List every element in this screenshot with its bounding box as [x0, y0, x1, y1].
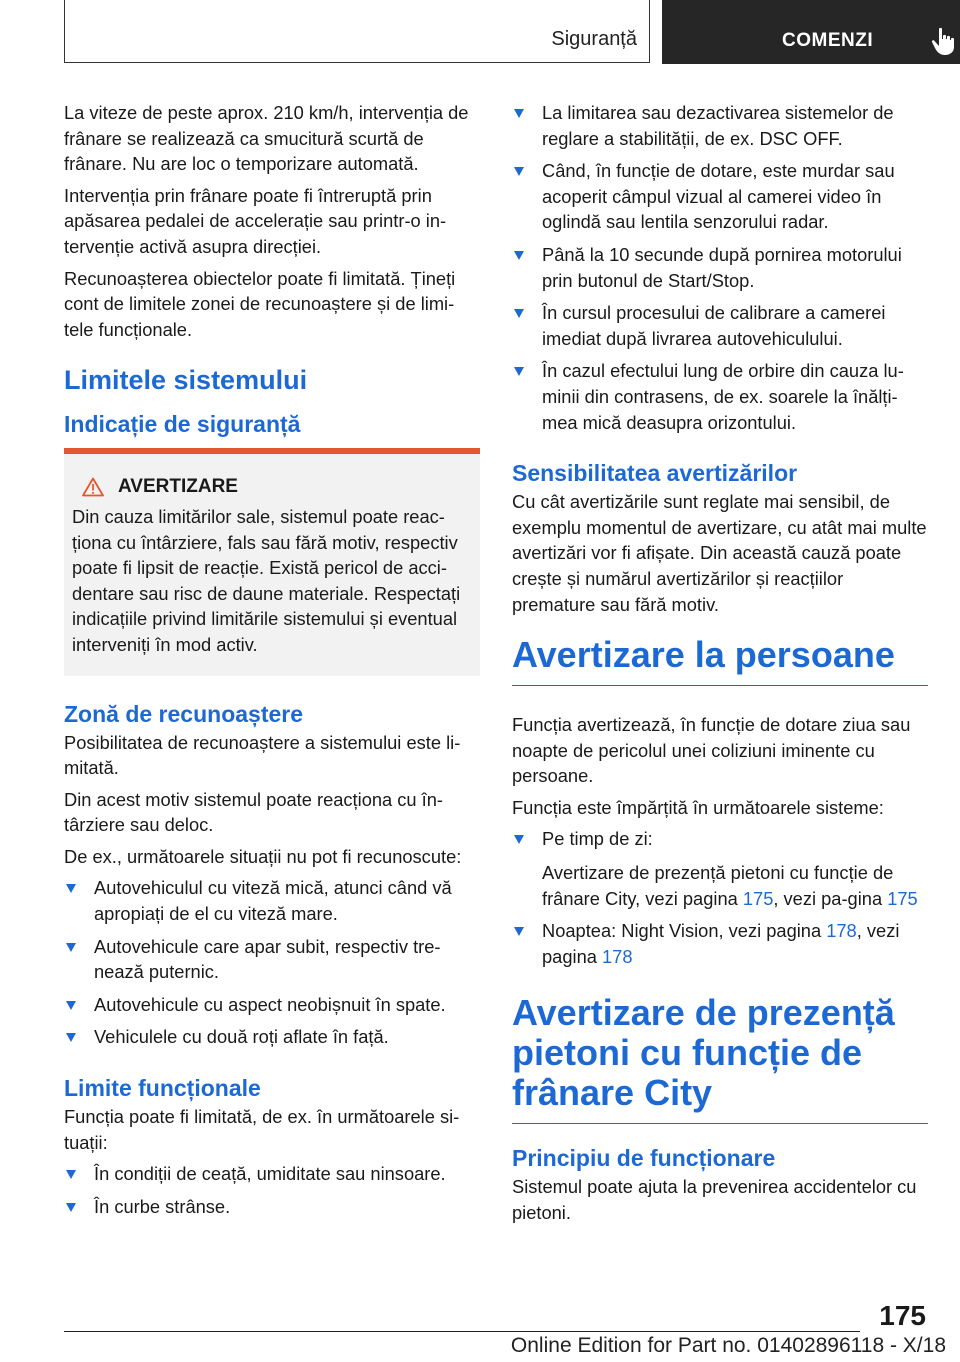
list-item: Când, în funcție de dotare, este murdar sau acoperit câmpul vizual al camerei video în oglindă sau lentila senzorului radar. — [512, 158, 928, 235]
heading-warning-sensitivity: Sensibilitatea avertizărilor — [512, 460, 798, 487]
paragraph: Recunoașterea obiectelor poate fi limitată. Țineți cont de limitele zonei de recunoaștere și de limi‐tele funcționale. — [64, 267, 456, 340]
page-number: 175 — [879, 1300, 926, 1331]
triangle-bullet-icon — [514, 251, 524, 260]
triangle-bullet-icon — [66, 1203, 76, 1212]
section-tab[interactable] — [64, 0, 650, 63]
triangle-bullet-icon — [66, 1033, 76, 1042]
triangle-bullet-icon — [514, 109, 524, 118]
paragraph: Funcția poate fi limitată, de ex. în următoarele si‐tuații: — [64, 1106, 460, 1153]
edition-note: Online Edition for Part no. 01402896118 - X/18 — [510, 1334, 946, 1357]
page-link[interactable]: 175 — [887, 887, 918, 909]
warning-text: Din cauza limitărilor sale, sistemul poate reac‐ționa cu întârziere, fals sau fără motiv, respectiv poate fi lipsit de reacție. Există pericol de acci‐dentare sau risc de daune materiale. Respectați indicațiile privind limitările sistemului și eventual interveniți în mod activ. — [72, 505, 461, 655]
heading-person-warning: Avertizare la persoane — [512, 635, 928, 686]
triangle-bullet-icon — [514, 309, 524, 318]
warning-box — [64, 448, 480, 675]
triangle-bullet-icon — [514, 835, 524, 844]
list-item: Pe timp de zi: Avertizare de prezență pietoni cu funcție de frânare City, vezi pagina 175, vezi pa‐gina 175 — [512, 826, 928, 911]
list-item: Autovehicule cu aspect neobișnuit în spate. — [64, 992, 480, 1018]
list-item: În cursul procesului de calibrare a camerei imediat după livrarea autovehiculului. — [512, 300, 928, 351]
triangle-bullet-icon — [514, 927, 524, 936]
triangle-bullet-icon — [66, 943, 76, 952]
systems-list — [512, 826, 928, 969]
page-header — [64, 0, 960, 66]
list-item-detail: Avertizare de prezență pietoni cu funcție de frânare City, vezi pagina 175, vezi pa‐gina 175 — [542, 862, 918, 909]
tab-comenzi[interactable] — [662, 0, 960, 64]
list-item: Vehiculele cu două roți aflate în față. — [64, 1024, 480, 1050]
left-column — [64, 100, 480, 1226]
list-item: La limitarea sau dezactivarea sistemelor de reglare a stabilității, de ex. DSC OFF. — [512, 100, 928, 151]
list-item: În curbe strânse. — [64, 1194, 480, 1220]
heading-functional-limits: Limite funcționale — [64, 1075, 261, 1102]
triangle-bullet-icon — [66, 1001, 76, 1010]
paragraph: De ex., următoarele situații nu pot fi recunoscute: — [64, 845, 462, 867]
recognition-list — [64, 875, 480, 1050]
page-link[interactable]: 175 — [742, 887, 774, 909]
paragraph: Funcția este împărțită în următoarele sisteme: — [512, 796, 884, 818]
paragraph: Sistemul poate ajuta la prevenirea accidentelor cu pietoni. — [512, 1176, 917, 1224]
footer-divider — [64, 1331, 860, 1332]
heading-city-braking: Avertizare de prezență pietoni cu funcție de frânare City — [512, 993, 928, 1124]
page-link[interactable]: 178 — [601, 945, 633, 967]
heading-limits: Limitele sistemului — [64, 365, 308, 396]
triangle-bullet-icon — [514, 167, 524, 176]
paragraph: Intervenția prin frânare poate fi întreruptă prin apăsarea pedalei de accelerație sau printr-o in‐tervenție activă asupra direcției. — [64, 184, 447, 257]
paragraph: Funcția avertizează, în funcție de dotare ziua sau noapte de pericolul unei coliziuni iminente cu persoane. — [512, 714, 911, 787]
warning-triangle-icon — [82, 477, 104, 497]
right-column — [512, 100, 928, 1232]
warning-title-text: AVERTIZARE — [118, 476, 238, 498]
tab-comenzi-label: COMENZI — [782, 30, 874, 51]
list-item: Până la 10 secunde după pornirea motorului prin butonul de Start/Stop. — [512, 242, 928, 293]
paragraph: La viteze de peste aprox. 210 km/h, intervenția de frânare se realizează ca smucitură scurtă de frânare. Nu are loc o temporizare automată. — [64, 102, 469, 175]
pointing-hand-icon — [930, 26, 956, 56]
functional-limits-list — [64, 1161, 480, 1219]
warning-title — [72, 474, 470, 500]
list-item: În condiții de ceață, umiditate sau ninsoare. — [64, 1161, 480, 1187]
list-item: Noaptea: Night Vision, vezi pagina 178, vezi pagina 178 — [512, 918, 928, 969]
page-link[interactable]: 178 — [826, 920, 857, 942]
heading-principle: Principiu de funcționare — [512, 1145, 776, 1172]
section-tab-label: Siguranță — [551, 28, 637, 50]
paragraph: Cu cât avertizările sunt reglate mai sensibil, de exemplu momentul de avertizare, cu atât mai multe avertizări vor fi afișate. Din această cauză poate crește și numărul avertizărilor și reacțiilor premature sau fără motiv. — [512, 491, 927, 615]
list-item: Autovehicule care apar subit, respectiv tre‐nează puternic. — [64, 934, 480, 985]
list-item: În cazul efectului lung de orbire din cauza lu‐minii din contrasens, de ex. soarele la înălți‐mea mică deasupra orizontului. — [512, 358, 928, 435]
paragraph: Posibilitatea de recunoaștere a sistemului este li‐mitată. — [64, 731, 461, 779]
triangle-bullet-icon — [66, 1170, 76, 1179]
triangle-bullet-icon — [66, 884, 76, 893]
list-item: Autovehiculul cu viteză mică, atunci când vă apropiați de el cu viteză mare. — [64, 875, 480, 926]
triangle-bullet-icon — [514, 367, 524, 376]
paragraph: Din acest motiv sistemul poate reacționa cu în‐târziere sau deloc. — [64, 788, 443, 836]
heading-safety-note: Indicație de siguranță — [64, 411, 301, 438]
limitations-list — [512, 100, 928, 435]
heading-recognition-zone: Zonă de recunoaștere — [64, 700, 304, 727]
